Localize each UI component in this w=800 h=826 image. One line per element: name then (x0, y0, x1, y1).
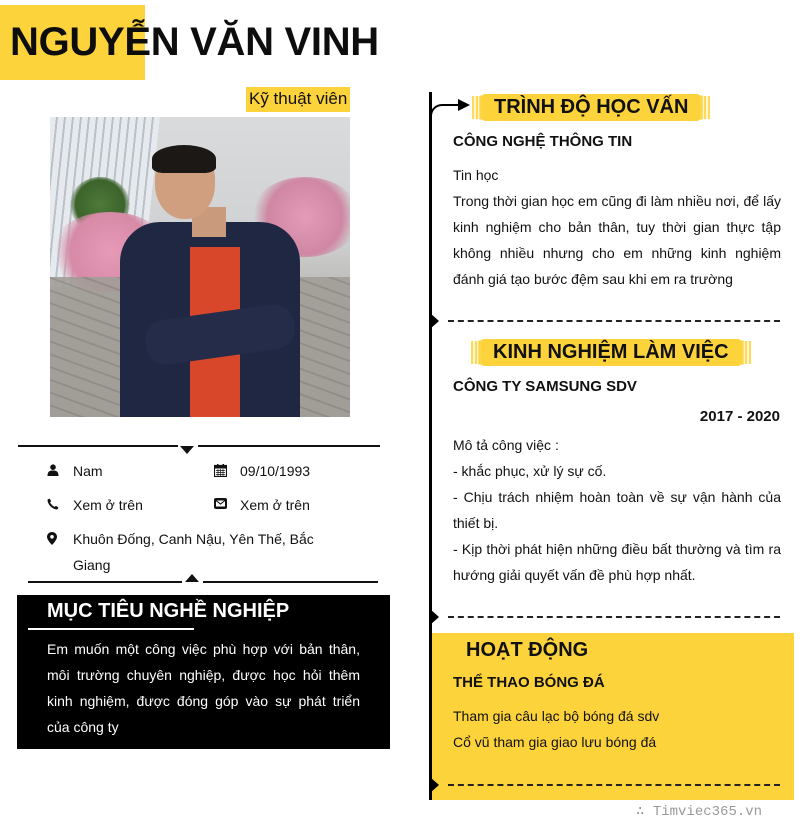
photo-hair (152, 145, 216, 173)
map-marker-icon (47, 531, 73, 545)
info-email (214, 497, 310, 518)
section-divider-dashed (448, 616, 780, 618)
activities-title: HOẠT ĐỘNG (466, 639, 589, 661)
triangle-up-icon (185, 574, 199, 582)
experience-line: - Chịu trách nhiệm hoàn toàn về sự vận hành của thiết bị. (453, 489, 781, 531)
activity-line: Cổ vũ tham gia giao lưu bóng đá (453, 734, 657, 750)
experience-title: KINH NGHIỆM LÀM VIỆC (493, 341, 729, 363)
info-gender (47, 463, 103, 484)
user-icon (47, 463, 73, 476)
experience-line: - khắc phục, xử lý sự cố. (453, 463, 607, 479)
calendar-icon (214, 463, 240, 477)
experience-company: CÔNG TY SAMSUNG SDV (453, 378, 637, 395)
section-divider-dashed (448, 320, 780, 322)
profile-photo (50, 117, 350, 417)
arrow-right-icon (458, 99, 470, 111)
gender-value: Nam (73, 463, 103, 479)
divider-bottom-left (28, 581, 182, 583)
watermark: ∴ Timviec365.vn (636, 804, 763, 820)
envelope-icon (214, 497, 240, 509)
phone-value: Xem ở trên (73, 497, 143, 513)
objective-text: Em muốn một công việc phù hợp với bản thân, môi trường chuyên nghiệp, được học hỏi thêm kinh nghiệm, được đóng góp vào sự phát triển của công ty (47, 641, 360, 735)
phone-icon (47, 497, 73, 510)
experience-line: - Kịp thời phát hiện những điều bất thường và tìm ra hướng giải quyết vấn đề phù hợp nhất. (453, 541, 781, 583)
education-title: TRÌNH ĐỘ HỌC VẤN (494, 96, 689, 118)
timeline-marker-icon (430, 313, 439, 329)
experience-line: Mô tả công việc : (453, 437, 559, 453)
triangle-down-icon (180, 446, 194, 454)
career-objective-section (17, 595, 390, 749)
objective-title: MỤC TIÊU NGHỀ NGHIỆP (47, 600, 290, 622)
info-phone (47, 497, 143, 518)
timeline-marker-icon (430, 777, 439, 793)
experience-period: 2017 - 2020 (699, 408, 780, 425)
info-address (47, 531, 323, 578)
birthday-value: 09/10/1993 (240, 463, 311, 479)
education-title-badge (482, 94, 700, 121)
address-value: Khuôn Đống, Canh Nậu, Yên Thế, Bắc Giang (73, 531, 314, 573)
candidate-name: NGUYỄN VĂN VINH (10, 20, 379, 64)
divider-top-left (18, 445, 178, 447)
info-birthday (214, 463, 310, 484)
divider-top-right (198, 445, 380, 447)
timeline-arrow-curve (430, 104, 460, 120)
email-value: Xem ở trên (240, 497, 310, 513)
timeline-marker-icon (430, 609, 439, 625)
divider-bottom-right (203, 581, 378, 583)
section-divider-dashed (448, 784, 780, 786)
job-title: Kỹ thuật viên (246, 87, 350, 112)
objective-underline (28, 628, 194, 630)
education-major: Tin học (453, 167, 499, 183)
activity-line: Tham gia câu lạc bộ bóng đá sdv (453, 708, 660, 724)
education-description: Trong thời gian học em cũng đi làm nhiều nơi, để lấy kinh nghiệm cho bản thân, tuy thời gian thực tập không nhiều nhưng cho em những kinh nghiệm đánh giá tạo bước đệm sau khi em ra trường (453, 193, 781, 287)
activity-name: THỂ THAO BÓNG ĐÁ (453, 674, 605, 691)
experience-title-badge (481, 339, 741, 366)
education-school: CÔNG NGHỆ THÔNG TIN (453, 133, 633, 150)
